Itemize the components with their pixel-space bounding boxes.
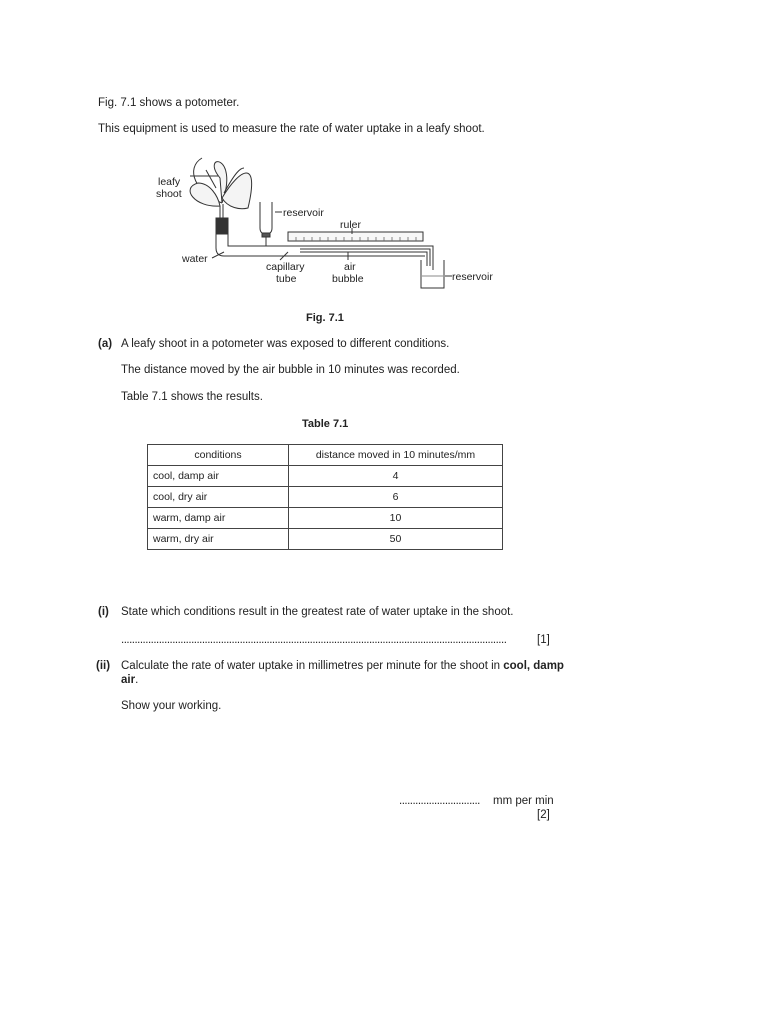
intro-text: Fig. 7.1 shows a potometer. [98,97,240,109]
q1-marks: [1] [537,634,550,646]
table-header-row [148,445,503,466]
part-a-line1: A leafy shoot in a potometer was exposed to different conditions. [121,338,450,350]
q2-text-prefix: Calculate the rate of water uptake in millimetres per minute for the shoot in [121,660,504,672]
q2-text-end: . [135,674,139,686]
q2-units: mm per min [493,795,554,807]
results-table [147,444,503,550]
cell-distance: 10 [289,508,503,529]
cell-condition: cool, dry air [148,487,289,508]
part-a-label: (a) [98,338,113,350]
figure-caption: Fig. 7.1 [306,312,344,324]
label-ruler: ruler [340,219,362,231]
label-shoot: shoot [156,188,182,200]
table-row [148,508,503,529]
q1-text: State which conditions result in the greatest rate of water uptake in the shoot. [121,606,514,618]
label-leafy: leafy [158,176,181,188]
q2-working: Show your working. [121,700,222,712]
table-row [148,487,503,508]
q2-text [121,660,564,672]
q1-answer-line[interactable]: ............................................................................................................................................... [121,634,507,646]
q2-text-bold1: cool, damp [503,660,564,672]
cell-condition: cool, damp air [148,466,289,487]
header-distance: distance moved in 10 minutes/mm [289,445,503,466]
table-row [148,529,503,550]
label-air: air [344,261,356,273]
q2-marks: [2] [537,809,550,821]
part-a-line2: The distance moved by the air bubble in 10 minutes was recorded. [121,364,460,376]
header-conditions: conditions [148,445,289,466]
q2-answer-line[interactable]: .............................. [399,795,480,807]
equipment-text: This equipment is used to measure the rate of water uptake in a leafy shoot. [98,123,485,135]
cell-condition: warm, damp air [148,508,289,529]
cell-distance: 6 [289,487,503,508]
q2-text-line2 [121,674,138,686]
q2-label: (ii) [96,660,111,672]
part-a-line3: Table 7.1 shows the results. [121,391,263,403]
cell-distance: 4 [289,466,503,487]
label-tube: tube [276,273,297,285]
q2-text-bold2: air [121,674,136,686]
cell-condition: warm, dry air [148,529,289,550]
label-reservoir-top: reservoir [283,207,324,219]
label-bubble: bubble [332,273,364,285]
q1-label: (i) [98,606,109,618]
table-row [148,466,503,487]
cell-distance: 50 [289,529,503,550]
label-water: water [182,253,208,265]
label-reservoir-right: reservoir [452,271,493,283]
potometer-figure [140,148,510,298]
table-title: Table 7.1 [302,418,349,430]
label-capillary: capillary [266,261,305,273]
